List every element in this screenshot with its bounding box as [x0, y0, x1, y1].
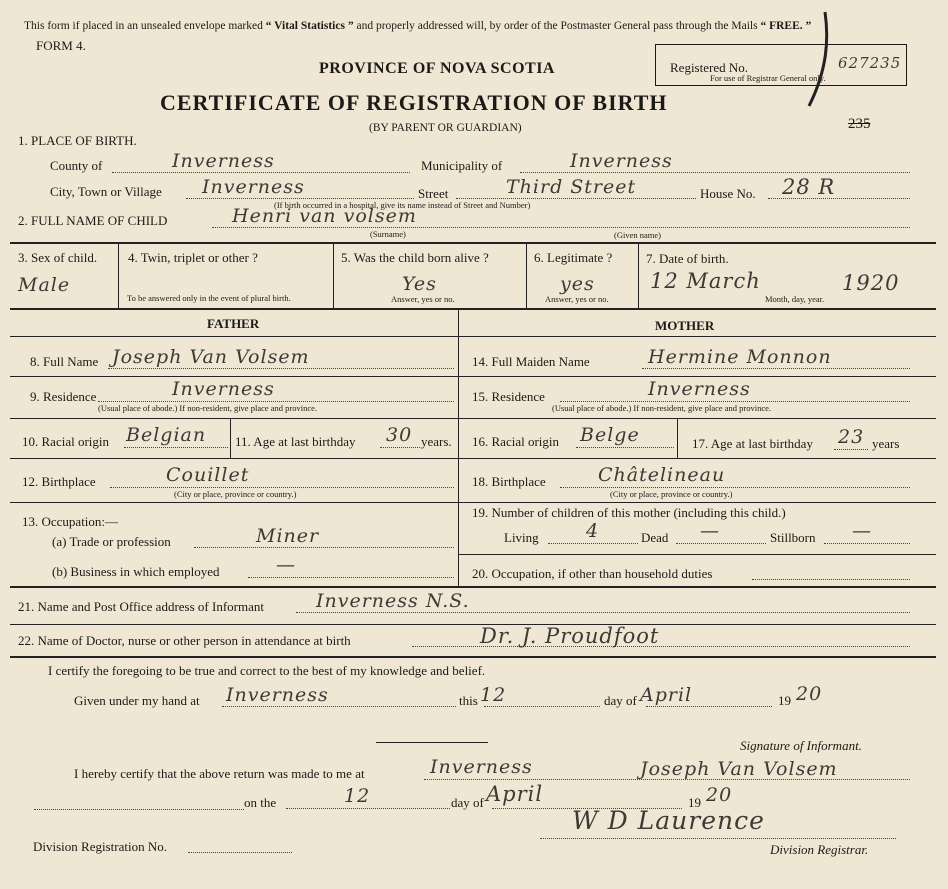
living-line	[548, 543, 638, 544]
dob-value: 12 March	[650, 269, 761, 293]
father-name-label: 8. Full Name	[30, 354, 99, 369]
on-month-value: April	[486, 782, 544, 806]
dead-label: Dead	[641, 530, 669, 545]
alive-note: Answer, yes or no.	[391, 294, 455, 304]
father-racial-label: 10. Racial origin	[22, 434, 110, 449]
row-divider	[10, 502, 458, 503]
on-year-prefix: 19	[688, 795, 701, 810]
street-line	[456, 198, 696, 199]
row-divider	[10, 624, 936, 625]
stillborn-line	[824, 543, 910, 544]
county-value: Inverness	[172, 150, 275, 172]
mother-birthplace-value: Châtelineau	[598, 464, 726, 486]
twin-note: To be answered only in the event of plural birth.	[127, 293, 291, 303]
notice-text-mid: and properly addressed will, by order of the Postmaster General pass through the Mails	[353, 20, 761, 32]
father-years-label: years.	[421, 434, 452, 449]
mother-age-line	[834, 449, 868, 450]
mother-name-value: Hermine Monnon	[648, 346, 832, 368]
row-divider	[10, 586, 936, 588]
row-divider	[10, 242, 936, 244]
legitimate-label: 6. Legitimate ?	[534, 250, 613, 265]
row-divider	[458, 554, 936, 555]
col-divider	[638, 242, 639, 308]
registrar-signature-line	[540, 838, 896, 839]
mother-name-label: 14. Full Maiden Name	[472, 354, 590, 369]
county-label: County of	[50, 158, 103, 173]
mother-racial-line	[576, 447, 674, 448]
given-place-line	[222, 706, 456, 707]
father-residence-label: 9. Residence	[30, 389, 97, 404]
dob-note: Month, day, year.	[765, 294, 825, 304]
page-title: CERTIFICATE OF REGISTRATION OF BIRTH	[160, 90, 668, 115]
row-divider	[458, 376, 936, 377]
informant-value: Inverness N.S.	[316, 590, 470, 612]
mother-children-label: 19. Number of children of this mother (including this child.)	[472, 505, 786, 520]
row-divider	[458, 502, 936, 503]
row-divider	[10, 656, 936, 658]
father-business-label: (b) Business in which employed	[52, 564, 220, 579]
mother-occupation-line	[752, 579, 910, 580]
day-of-label: day of	[604, 693, 637, 708]
division-registration-label: Division Registration No.	[33, 839, 167, 854]
alive-value: Yes	[402, 273, 437, 295]
child-name-line	[212, 227, 910, 228]
living-label: Living	[504, 530, 539, 545]
row-divider	[10, 336, 936, 337]
signature-rule	[376, 742, 488, 743]
pen-stroke-icon	[795, 10, 845, 110]
dead-line	[676, 543, 766, 544]
on-year-value: 20	[706, 784, 733, 806]
father-age-value: 30	[386, 424, 413, 446]
mother-racial-label: 16. Racial origin	[472, 434, 560, 449]
struck-number: 235	[848, 116, 871, 132]
county-line	[112, 172, 410, 173]
row-divider	[10, 458, 458, 459]
on-the-lead-line	[34, 809, 244, 810]
mother-racial-value: Belge	[580, 424, 640, 446]
informant-line	[296, 612, 910, 613]
on-the-label: on the	[244, 795, 277, 810]
return-place-value: Inverness	[430, 756, 533, 778]
informant-signature: Joseph Van Volsem	[640, 758, 838, 780]
mother-residence-value: Inverness	[648, 378, 751, 400]
year-prefix: 19	[778, 693, 791, 708]
informant-label: 21. Name and Post Office address of Informant	[18, 599, 264, 614]
municipality-line	[520, 172, 910, 173]
division-registration-line	[188, 852, 292, 853]
father-name-value: Joseph Van Volsem	[112, 346, 310, 368]
on-day-value: 12	[344, 785, 371, 807]
father-racial-value: Belgian	[126, 424, 207, 446]
return-label: I hereby certify that the above return was made to me at	[74, 766, 365, 781]
row-divider	[458, 418, 936, 419]
row-divider	[10, 376, 458, 377]
father-trade-label: (a) Trade or profession	[52, 534, 171, 549]
surname-caption: (Surname)	[370, 229, 406, 239]
parents-divider	[458, 308, 459, 586]
page-subtitle: (BY PARENT OR GUARDIAN)	[369, 122, 522, 134]
mother-age-label: 17. Age at last birthday	[692, 436, 813, 451]
sex-label: 3. Sex of child.	[18, 250, 98, 265]
sex-value: Male	[18, 274, 71, 296]
mother-name-line	[642, 368, 910, 369]
municipality-label: Municipality of	[421, 158, 503, 173]
stillborn-value: —	[852, 520, 872, 542]
row-divider	[10, 308, 936, 310]
this-label: this	[459, 693, 478, 708]
mother-age-value: 23	[838, 426, 865, 448]
father-residence-value: Inverness	[172, 378, 275, 400]
form-number: FORM 4.	[36, 38, 86, 53]
dob-year: 1920	[842, 271, 900, 295]
mother-birthplace-label: 18. Birthplace	[472, 474, 546, 489]
father-occupation-label: 13. Occupation:—	[22, 514, 119, 529]
father-age-label: 11. Age at last birthday	[235, 434, 356, 449]
doctor-label: 22. Name of Doctor, nurse or other person in attendance at birth	[18, 633, 351, 648]
father-business-line	[248, 577, 454, 578]
place-of-birth-label: 1. PLACE OF BIRTH.	[18, 133, 137, 148]
registered-value: 627235	[838, 54, 902, 72]
father-trade-line	[194, 547, 454, 548]
mother-residence-line	[560, 401, 910, 402]
father-heading: FATHER	[207, 316, 260, 331]
street-value: Third Street	[506, 176, 637, 198]
mother-birthplace-note: (City or place, province or country.)	[610, 489, 733, 499]
father-birthplace-label: 12. Birthplace	[22, 474, 96, 489]
living-value: 4	[586, 520, 600, 542]
hospital-note: (If birth occurred in a hospital, give its name instead of Street and Number)	[274, 200, 531, 210]
registrar-caption: Division Registrar.	[770, 842, 869, 857]
registrar-signature: W D Laurence	[572, 806, 765, 835]
dob-label: 7. Date of birth.	[646, 251, 729, 266]
father-birthplace-line	[110, 487, 454, 488]
father-name-line	[108, 368, 454, 369]
father-age-line	[380, 447, 420, 448]
this-value: 12	[480, 684, 507, 706]
mother-heading: MOTHER	[655, 318, 715, 333]
registrar-use-note: For use of Registrar General only.	[710, 73, 826, 83]
city-label: City, Town or Village	[50, 184, 162, 199]
postal-notice	[24, 19, 811, 34]
province-heading: PROVINCE OF NOVA SCOTIA	[319, 60, 555, 77]
municipality-value: Inverness	[570, 150, 673, 172]
row-divider	[10, 418, 458, 419]
row-divider	[458, 458, 936, 459]
legitimate-value: yes	[560, 273, 595, 295]
father-birthplace-note: (City or place, province or country.)	[174, 489, 297, 499]
given-name-caption: (Given name)	[614, 230, 661, 240]
mother-occupation-label: 20. Occupation, if other than household duties	[472, 566, 713, 581]
dead-value: —	[700, 520, 720, 542]
father-birthplace-value: Couillet	[166, 464, 250, 486]
informant-caption: Signature of Informant.	[740, 738, 862, 753]
on-day-line	[286, 808, 450, 809]
col-divider	[526, 242, 527, 308]
year-value: 20	[796, 683, 823, 705]
notice-text: This form if placed in an unsealed envelope marked	[24, 20, 266, 32]
notice-free: “ FREE. ”	[760, 20, 812, 32]
month-value: April	[640, 684, 693, 706]
mother-years-label: years	[872, 436, 900, 451]
alive-label: 5. Was the child born alive ?	[341, 250, 489, 265]
street-label: Street	[418, 186, 449, 201]
given-place-value: Inverness	[226, 684, 329, 706]
father-business-value: —	[276, 554, 296, 576]
city-value: Inverness	[202, 176, 305, 198]
month-line	[646, 706, 772, 707]
registered-label: Registered No.	[670, 60, 748, 75]
on-day-of-label: day of	[451, 795, 484, 810]
city-line	[186, 198, 414, 199]
mother-birthplace-line	[560, 487, 910, 488]
father-residence-note: (Usual place of abode.) If non-resident, give place and province.	[98, 403, 318, 413]
certify-statement: I certify the foregoing to be true and correct to the best of my knowledge and belief.	[48, 663, 486, 678]
given-under-label: Given under my hand at	[74, 693, 200, 708]
this-line	[484, 706, 600, 707]
col-divider	[118, 242, 119, 308]
col-divider	[230, 418, 231, 458]
child-name-value: Henri van volsem	[232, 205, 417, 227]
father-trade-value: Miner	[256, 525, 320, 547]
twin-label: 4. Twin, triplet or other ?	[128, 250, 258, 265]
house-value: 28 R	[782, 175, 836, 199]
stillborn-label: Stillborn	[770, 530, 816, 545]
child-name-label: 2. FULL NAME OF CHILD	[18, 213, 168, 228]
house-label: House No.	[700, 186, 756, 201]
father-residence-line	[98, 401, 454, 402]
notice-vital-statistics: “ Vital Statistics ”	[265, 20, 354, 32]
doctor-value: Dr. J. Proudfoot	[480, 624, 660, 648]
col-divider	[333, 242, 334, 308]
father-racial-line	[124, 447, 228, 448]
col-divider	[677, 418, 678, 458]
mother-residence-label: 15. Residence	[472, 389, 545, 404]
mother-residence-note: (Usual place of abode.) If non-resident, give place and province.	[552, 403, 772, 413]
legitimate-note: Answer, yes or no.	[545, 294, 609, 304]
